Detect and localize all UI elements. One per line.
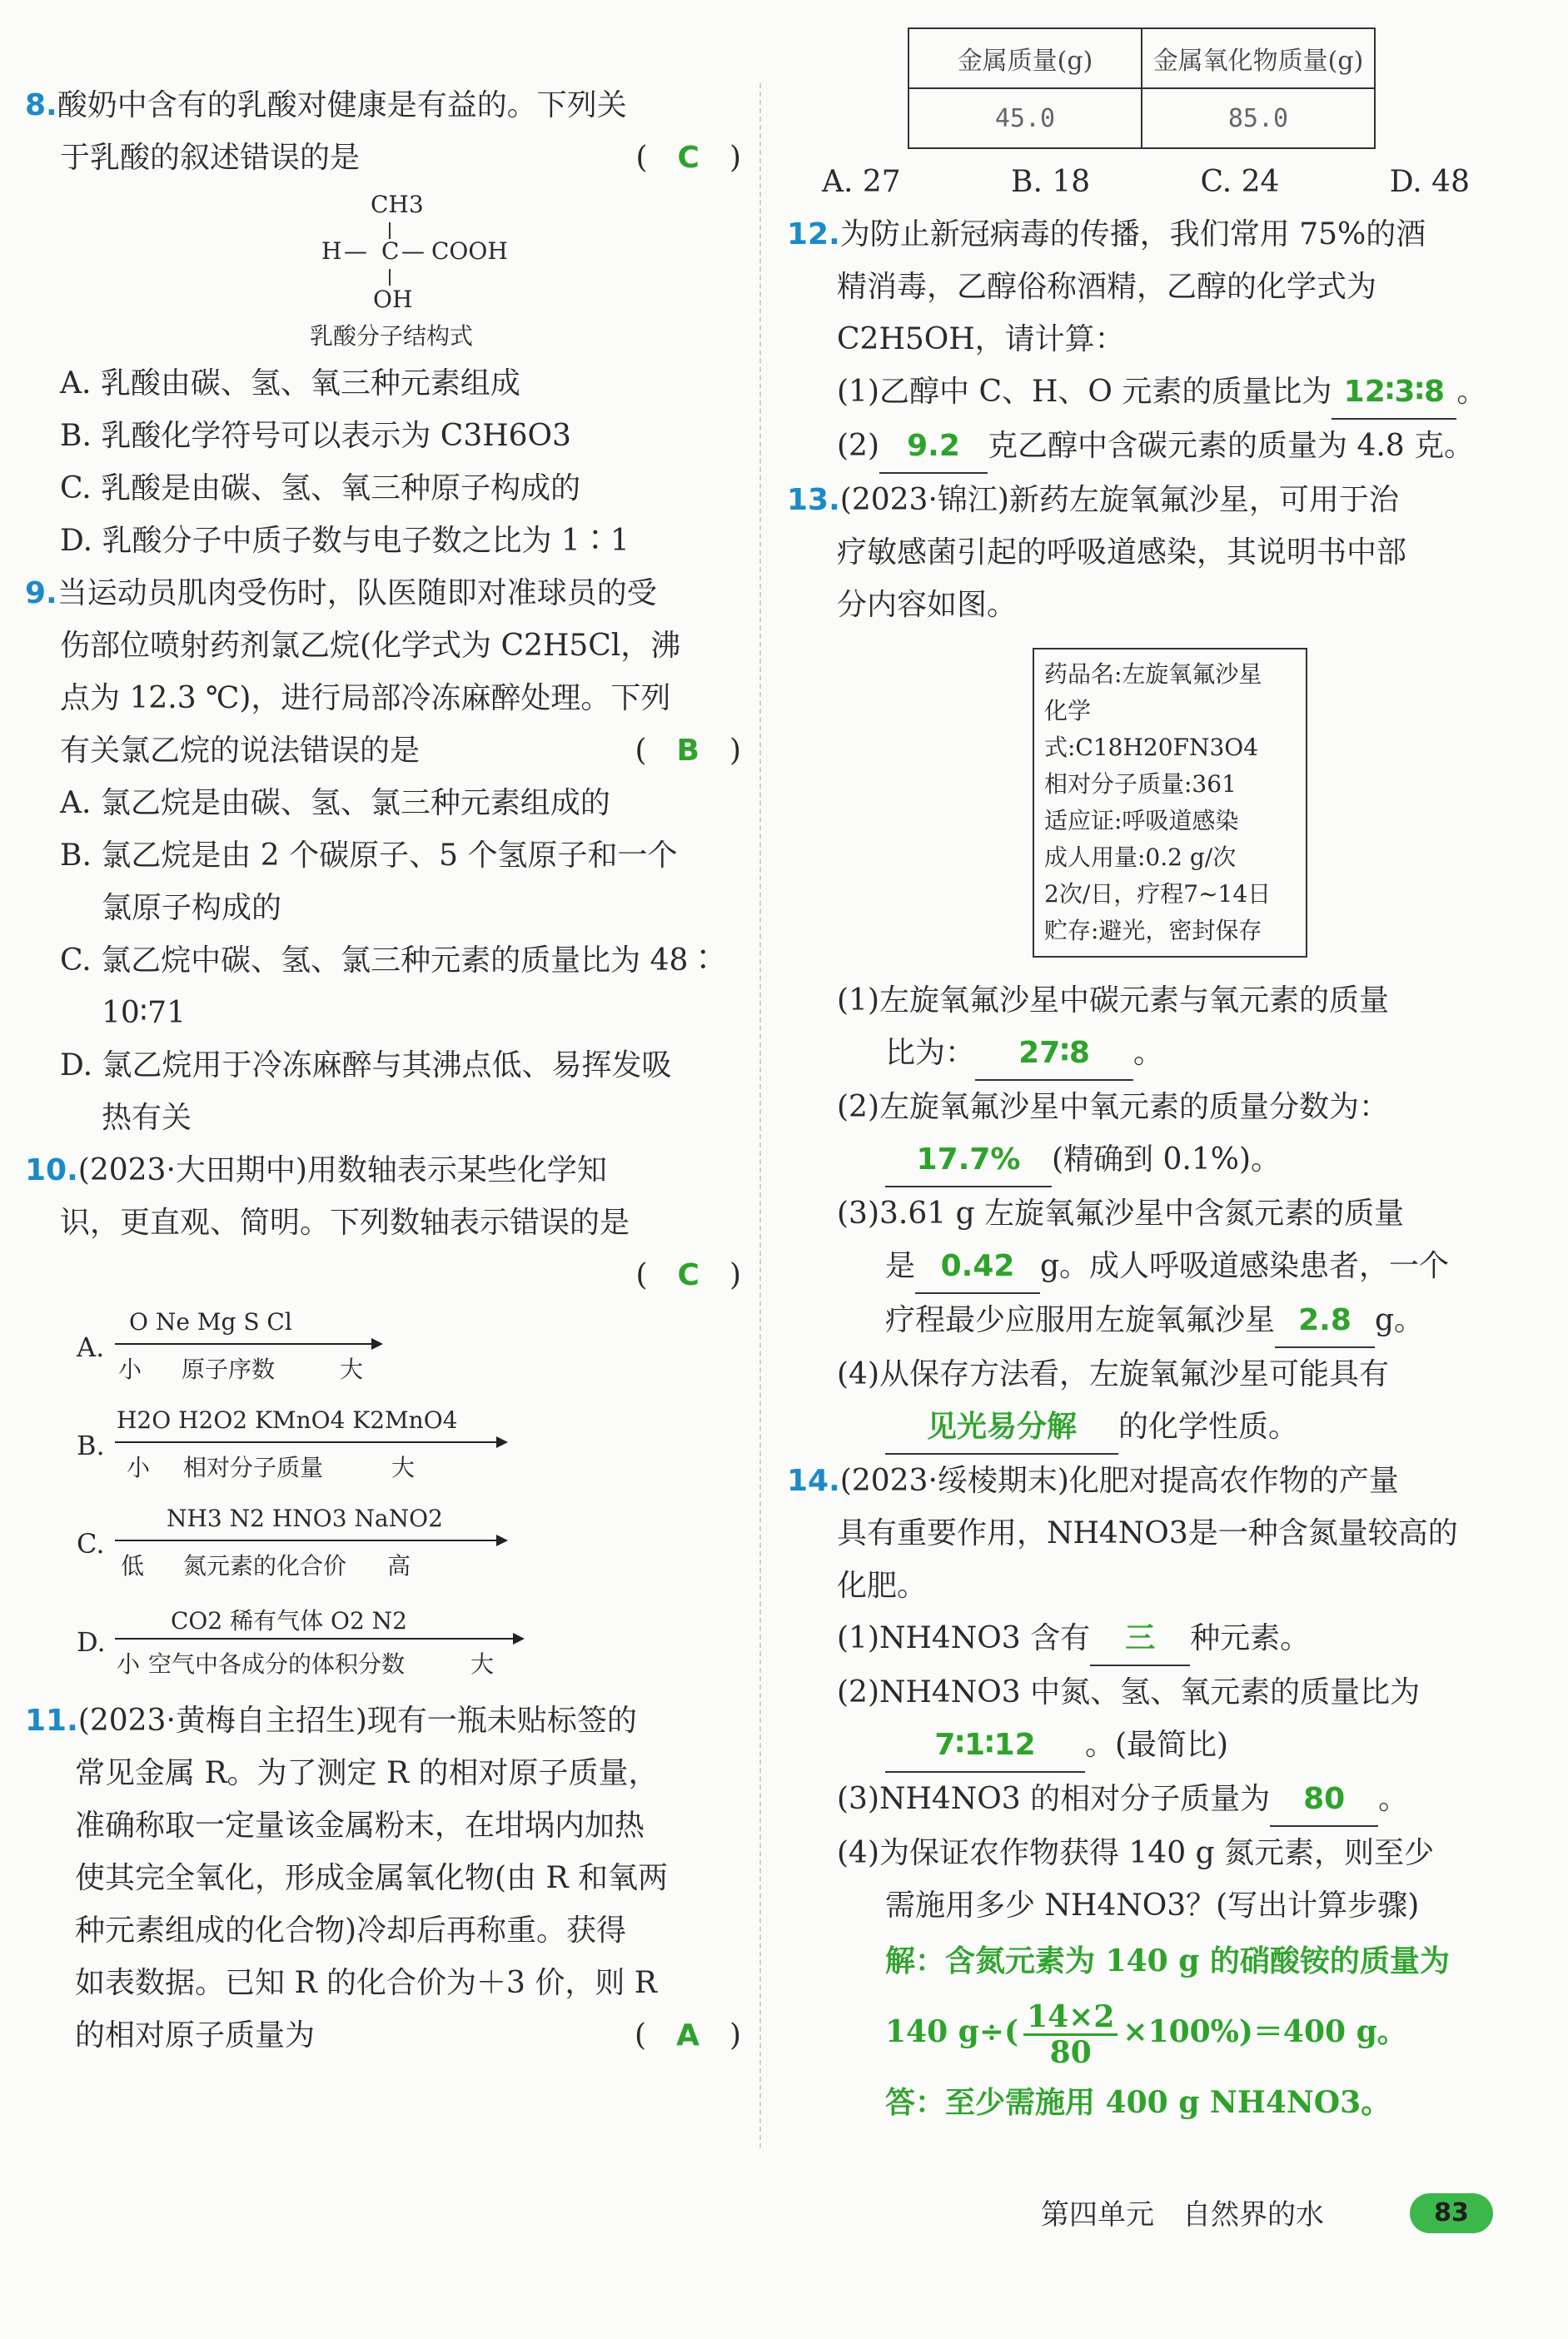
answer-blank: 9.2 [879,420,988,474]
question-text: C2H5OH，请计算： [837,322,1125,356]
struct-bond-cooh: — [401,237,425,265]
part-text: 。 [1456,375,1487,409]
option: A. 氯乙烷是由碳、氢、氯三种元素组成的 [60,786,610,820]
axis-label: D. [77,1626,106,1658]
question-number: 12. [787,217,840,251]
part-text: (3)3.61 g 左旋氧氟沙星中含氮元素的质量 [837,1197,1405,1231]
part-text: (2)左旋氧氟沙星中氧元素的质量分数为： [837,1090,1389,1124]
metal-mass-table [908,27,1376,149]
part-text: (4)为保证农作物获得 140 g 氮元素，则至少 [837,1836,1435,1870]
answer-paren: ( C ) [635,1258,741,1292]
part-text: g。 [1375,1303,1425,1337]
part-text: (4)从保存方法看，左旋氧氟沙星可能具有 [837,1357,1389,1391]
answer-paren: ( A ) [635,2018,741,2053]
part-text: (2) [837,429,879,463]
formula-part: 140 g÷( [885,2014,1019,2049]
part-text: 需施用多少 NH4NO3？(写出计算步骤) [885,1889,1420,1923]
question-text: 酸奶中含有的乳酸对健康是有益的。下列关 [57,88,627,122]
question-8 [25,79,741,567]
number-axis-c [25,1498,741,1596]
question-text: 于乳酸的叙述错误的是 [60,141,361,175]
solution-formula [787,1990,1503,2073]
part-text: (3)NH4NO3 的相对分子质量为 [837,1782,1271,1816]
question-14 [787,1455,1503,2132]
answer-blank: 17.7% [885,1133,1052,1187]
axis-name: 相对分子质量 [183,1454,324,1481]
axis-top: H2O H2O2 KMnO4 K2MnO4 [117,1406,458,1434]
axis-label: C. [77,1528,105,1560]
question-11 [25,1695,741,2062]
axis-high: 高 [387,1552,411,1580]
option-cont: 热有关 [102,1101,192,1135]
struct-bond-h: — [344,237,367,265]
part-text: (1)乙醇中 C、H、O 元素的质量比为 [837,375,1332,409]
part-text: 比为： [885,1036,976,1070]
question-text: (2023·锦江)新药左旋氧氟沙星，可用于治 [839,483,1399,517]
struct-h: H [321,237,342,265]
fraction-denominator: 80 [1049,2034,1092,2070]
option: A. 乳酸由碳、氢、氧三种元素组成 [60,366,520,401]
answer-choice: C [677,141,699,175]
question-text: 种元素组成的化合物)冷却后再称重。获得 [75,1914,627,1948]
answer-blank: 7∶1∶12 [885,1719,1085,1773]
part-text: 疗程最少应服用左旋氧氟沙星 [885,1303,1276,1337]
axis-arrow [115,1441,506,1443]
option-cont: 10∶71 [102,996,186,1030]
question-number: 13. [787,483,840,517]
option: B. 18 [1011,165,1091,199]
solution-line: 解：含氮元素为 140 g 的硝酸铵的质量为 [885,1943,1450,1978]
question-text: 当运动员肌肉受伤时，队医随即对准球员的受 [57,576,657,610]
struct-bond [389,222,391,239]
answer-blank: 80 [1270,1773,1378,1827]
question-10 [25,1144,741,1695]
drug-label-box [1033,648,1307,958]
unit-title: 第四单元 自然界的水 [1041,2198,1324,2232]
answer-paren: ( C ) [635,141,741,175]
page-number: 83 [1410,2193,1493,2233]
axis-low: 小 [127,1454,151,1481]
axis-top: O Ne Mg S Cl [129,1308,292,1336]
part-text: 克乙醇中含碳元素的质量为 4.8 克。 [988,429,1475,463]
part-text: 种元素。 [1190,1621,1311,1655]
question-text: 伤部位喷射药剂氯乙烷(化学式为 C2H5Cl，沸 [60,629,681,663]
part-text: g。成人呼吸道感染患者，一个 [1040,1249,1450,1283]
axis-high: 大 [391,1454,416,1481]
option: D. 48 [1389,165,1470,199]
option: D. 氯乙烷用于冷冻麻醉与其沸点低、易挥发吸 [60,1048,672,1082]
answer-blank: 12∶3∶8 [1332,366,1456,420]
answer-choice: C [677,1258,699,1292]
question-number: 10. [25,1153,78,1187]
drug-line: 适应证:呼吸道感染 [1044,807,1239,834]
question-text: 分内容如图。 [837,588,1018,622]
number-axis-b [25,1400,741,1498]
axis-label: A. [77,1331,105,1363]
axis-low: 小 [117,1650,141,1678]
axis-arrow [115,1540,506,1541]
lactic-acid-structure [25,191,741,357]
axis-high: 大 [340,1356,364,1383]
question-text: 为防止新冠病毒的传播，我们常用 75%的酒 [839,217,1426,251]
question-number: 11. [25,1704,78,1738]
question-text: (2023·黄梅自主招生)现有一瓶未贴标签的 [77,1704,637,1738]
option: B. 氯乙烷是由 2 个碳原子、5 个氢原子和一个 [60,839,678,873]
answer-choice: B [676,734,699,768]
struct-ch3: CH3 [371,191,424,218]
answer-blank: 见光易分解 [885,1401,1118,1455]
question-text: 具有重要作用，NH4NO3是一种含氮量较高的 [837,1516,1458,1550]
number-axis-d [25,1596,741,1695]
option: B. 乳酸化学符号可以表示为 C3H6O3 [60,419,571,453]
part-text: (2)NH4NO3 中氮、氢、氧元素的质量比为 [837,1675,1421,1709]
drug-line: 药品名:左旋氧氟沙星 [1044,660,1262,688]
struct-c: C [381,237,400,265]
solution-answer: 答：至少需施用 400 g NH4NO3。 [885,2085,1391,2120]
answer-blank: 三 [1090,1612,1190,1666]
question-text: 的相对原子质量为 [75,2018,316,2053]
question-number: 8. [25,88,57,122]
drug-line: 相对分子质量:361 [1044,770,1237,798]
question-text: 准确称取一定量该金属粉末，在坩埚内加热 [75,1809,645,1843]
option: C. 乳酸是由碳、氢、氧三种原子构成的 [60,471,581,505]
axis-arrow [115,1343,381,1345]
question-text: 疗敏感菌引起的呼吸道感染，其说明书中部 [837,535,1407,570]
axis-name: 原子序数 [182,1356,276,1383]
table-header: 金属质量(g) [908,28,1142,88]
axis-arrow [115,1638,523,1640]
answer-paren: ( B ) [635,734,741,768]
question-9 [25,567,741,1144]
answer-blank: 27∶8 [975,1027,1133,1081]
fraction [1023,2000,1118,2069]
axis-high: 大 [470,1650,495,1678]
column-divider [759,83,761,2148]
question-text: 点为 12.3 ℃)，进行局部冷冻麻醉处理。下列 [60,681,671,715]
part-text: (1)NH4NO3 含有 [837,1621,1091,1655]
option-cont: 氯原子构成的 [102,891,282,925]
axis-low: 小 [118,1356,142,1383]
question-text: 常见金属 R。为了测定 R 的相对原子质量， [75,1756,659,1790]
question-text: 精消毒，乙醇俗称酒精，乙醇的化学式为 [837,270,1377,304]
option: C. 氯乙烷中碳、氢、氯三种元素的质量比为 48∶ [60,943,719,978]
structure-caption: 乳酸分子结构式 [309,322,473,350]
number-axis-a [25,1301,741,1400]
answer-choice: A [676,2018,699,2053]
axis-name: 空气中各成分的体积分数 [148,1650,406,1678]
part-text: 是 [885,1249,916,1283]
part-text: 。(最简比) [1085,1728,1229,1762]
part-text: 。 [1133,1036,1164,1070]
question-number: 9. [25,576,57,610]
answer-blank: 2.8 [1275,1294,1375,1348]
drug-line: 2次/日，疗程7~14日 [1044,880,1272,908]
option: C. 24 [1200,165,1280,199]
struct-cooh: COOH [431,237,508,265]
question-text: 识，更直观、简明。下列数轴表示错误的是 [60,1206,630,1240]
question-number: 14. [787,1464,840,1498]
question-text: 有关氯乙烷的说法错误的是 [60,734,421,768]
question-text: 化肥。 [837,1569,928,1603]
drug-line: 成人用量:0.2 g/次 [1044,844,1237,871]
part-text: 的化学性质。 [1118,1410,1299,1444]
table-cell: 85.0 [1142,88,1375,148]
part-text: (1)左旋氧氟沙星中碳元素与氧元素的质量 [837,983,1389,1018]
right-column [787,12,1503,2132]
table-cell: 45.0 [908,88,1142,148]
part-text: 。 [1378,1782,1409,1816]
axis-name: 氮元素的化合价 [183,1552,347,1580]
fraction-numerator: 14×2 [1023,2000,1118,2036]
axis-top: NH3 N2 HNO3 NaNO2 [167,1505,443,1532]
drug-line: 化学式:C18H20FN3O4 [1044,697,1259,761]
struct-bond [389,269,391,286]
part-text: (精确到 0.1%)。 [1052,1142,1281,1177]
left-column [25,79,741,2062]
option: A. 27 [822,165,901,199]
struct-oh: OH [373,286,413,313]
question-text: 如表数据。已知 R 的化合价为＋3 价，则 R [75,1966,657,2000]
drug-line: 贮存:避光，密封保存 [1044,917,1262,944]
question-text: (2023·绥棱期末)化肥对提高农作物的产量 [839,1464,1399,1498]
answer-blank: 0.42 [915,1240,1040,1294]
question-13 [787,474,1503,1455]
axis-top: CO2 稀有气体 O2 N2 [171,1607,407,1635]
question-text: 使其完全氧化，形成金属氧化物(由 R 和氧两 [75,1861,669,1895]
question-12 [787,208,1503,474]
axis-low: 低 [121,1552,145,1580]
option: D. 乳酸分子中质子数与电子数之比为 1∶1 [60,524,630,558]
axis-label: B. [77,1430,105,1461]
formula-part: ×100%)＝400 g。 [1122,2014,1407,2049]
q11-options [787,156,1503,208]
question-text: (2023·大田期中)用数轴表示某些化学知 [77,1153,607,1187]
table-header: 金属氧化物质量(g) [1142,28,1375,88]
